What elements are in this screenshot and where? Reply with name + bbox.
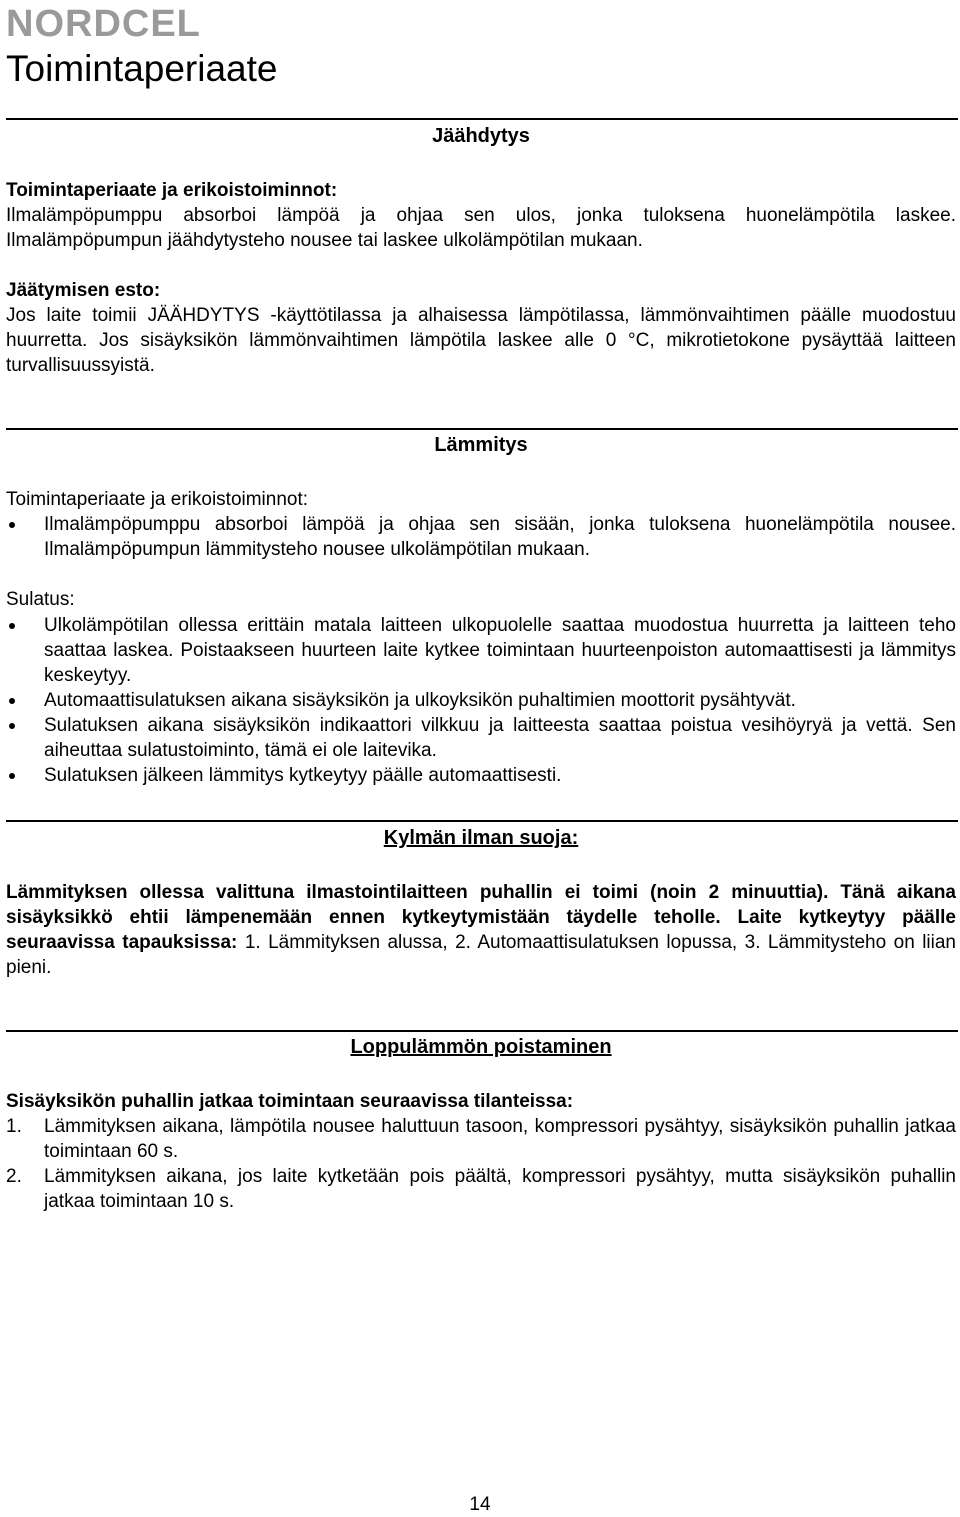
list-item: Sulatuksen aikana sisäyksikön indikaattori vilkkuu ja laitteesta saattaa poistua vesihöyryä ja vettä. Sen aiheuttaa sulatustoiminto, tämä ei ole laitevika. bbox=[6, 713, 956, 763]
cooling-subheading-operation: Toimintaperiaate ja erikoistoiminnot: bbox=[6, 180, 338, 201]
cold-air-text: Lämmityksen ollessa valittuna ilmastointilaitteen puhallin ei toimi (noin 2 minuuttia). Tänä aikana sisäyksikkö ehtii lämpenemään ennen kytkeytymistään täydelle teholle. Laite kytkeytyy päälle seuraavissa tapauksissa: 1. Lämmityksen alussa, 2. Automaattisulatuksen lopussa, 3. Lämmitysteho on liian pieni. bbox=[6, 882, 956, 978]
cooling-antifreeze-text: Jos laite toimii JÄÄHDYTYS -käyttötilassa ja alhaisessa lämpötilassa, lämmönvaihtimen päälle muodostuu huurretta. Jos sisäyksikön lämmönvaihtimen lämpötila laskee alle 0 °C, mikrotietokone pysäyttää laitteen turvallisuussyistä. bbox=[6, 305, 956, 376]
cooling-title: Jäähdytys bbox=[432, 125, 530, 147]
residual-heat-list bbox=[6, 1114, 956, 1214]
divider bbox=[6, 1030, 958, 1032]
residual-heat-subheading: Sisäyksikön puhallin jatkaa toimintaan seuraavissa tilanteissa: bbox=[6, 1091, 574, 1112]
cold-air-title: Kylmän ilman suoja: bbox=[383, 827, 579, 849]
list-item: Sulatuksen jälkeen lämmitys kytkeytyy päälle automaattisesti. bbox=[6, 763, 956, 788]
heating-operation-list bbox=[6, 512, 956, 562]
heating-section bbox=[6, 432, 956, 788]
residual-heat-title: Loppulämmön poistaminen bbox=[350, 1036, 612, 1058]
cooling-subheading-antifreeze: Jäätymisen esto: bbox=[6, 280, 161, 301]
bullet-icon bbox=[9, 698, 15, 704]
bullet-icon bbox=[9, 723, 15, 729]
divider bbox=[6, 428, 958, 430]
divider bbox=[6, 118, 958, 120]
list-item: 1. Lämmityksen aikana, lämpötila nousee haluttuun tasoon, kompressori pysähtyy, sisäyksikön puhallin jatkaa toimintaan 60 s. bbox=[6, 1116, 956, 1162]
brand-logo: NORDCEL bbox=[6, 3, 201, 45]
bullet-icon bbox=[9, 522, 15, 528]
list-item: Ulkolämpötilan ollessa erittäin matala laitteen ulkopuolelle saattaa muodostua huurretta ja laitteen teho saattaa laskea. Poistaakseen huurteen laite kytkee toimintaan huurteenpoiston automaattisesti ja lämmitys keskeytyy. bbox=[6, 613, 956, 688]
cold-air-section bbox=[6, 825, 956, 980]
bullet-icon bbox=[9, 773, 15, 779]
heating-title: Lämmitys bbox=[434, 434, 528, 456]
list-item: Ilmalämpöpumppu absorboi lämpöä ja ohjaa sen sisään, jonka tuloksena huonelämpötila nousee. Ilmalämpöpumpun lämmitysteho nousee ulkolämpötilan mukaan. bbox=[6, 512, 956, 562]
list-item: Automaattisulatuksen aikana sisäyksikön ja ulkoyksikön puhaltimien moottorit pysähtyvät. bbox=[6, 688, 956, 713]
heating-subheading-operation: Toimintaperiaate ja erikoistoiminnot: bbox=[6, 489, 309, 510]
page-title: Toimintaperiaate bbox=[6, 48, 278, 89]
page-number: 14 bbox=[469, 1494, 491, 1515]
list-item: 2. Lämmityksen aikana, jos laite kytketään pois päältä, kompressori pysähtyy, mutta sisäyksikön puhallin jatkaa toimintaan 10 s. bbox=[6, 1166, 956, 1212]
divider bbox=[6, 820, 958, 822]
heating-subheading-defrost: Sulatus: bbox=[6, 589, 75, 610]
defrost-list bbox=[6, 613, 956, 788]
cooling-operation-text: Ilmalämpöpumppu absorboi lämpöä ja ohjaa sen ulos, jonka tuloksena huonelämpötila laskee. Ilmalämpöpumpun jäähdytysteho nousee tai laskee ulkolämpötilan mukaan. bbox=[6, 205, 956, 251]
residual-heat-section bbox=[6, 1034, 956, 1214]
bullet-icon bbox=[9, 623, 15, 629]
cooling-section bbox=[6, 123, 956, 378]
